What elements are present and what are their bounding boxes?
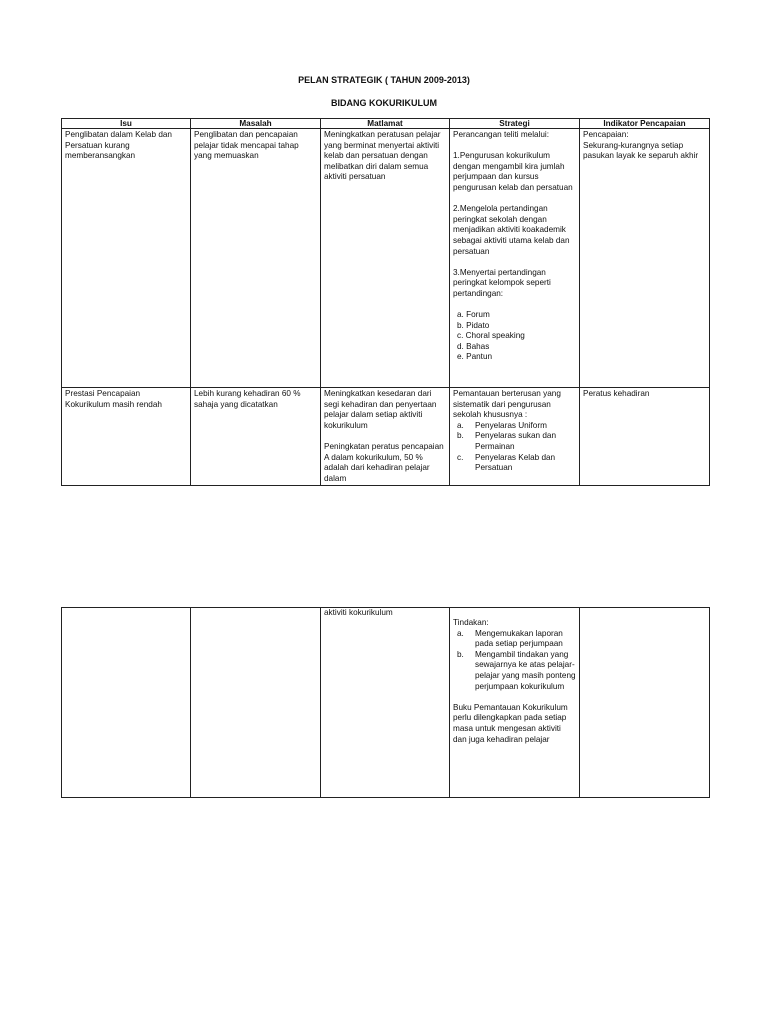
row1-matlamat: Meningkatkan peratusan pelajar yang berminat menyertai aktiviti kelab dan persatuan dengan melibatkan diri dalam semua aktiviti persatuan: [321, 129, 450, 388]
row2-matlamat-p2: Peningkatan peratus pencapaian A dalam kokurikulum, 50 % adalah dari kehadiran pelajar dalam: [324, 441, 444, 483]
list-item: b. Penyelaras sukan dan Permainan: [457, 431, 557, 451]
row1-isu: Penglibatan dalam Kelab dan Persatuan kurang memberansangkan: [62, 129, 191, 388]
table-row: [62, 608, 710, 798]
row2-isu: Prestasi Pencapaian Kokurikulum masih rendah: [62, 388, 191, 486]
row1-strategi: [450, 129, 580, 388]
list-item: d. Bahas: [457, 341, 490, 351]
table-header-row: [62, 119, 710, 129]
list-item: c. Choral speaking: [457, 331, 525, 341]
row1-masalah: Penglibatan dan pencapaian pelajar tidak mencapai tahap yang memuaskan: [191, 129, 321, 388]
row3-matlamat: aktiviti kokurikulum: [321, 608, 450, 798]
competition-list: [453, 310, 576, 363]
strategic-plan-table: [61, 118, 710, 486]
row1-indikator: Pencapaian: Sekurang-kurangnya setiap pasukan layak ke separuh akhir: [580, 129, 710, 388]
table-row: [62, 129, 710, 388]
row3-strategi: [450, 608, 580, 798]
list-item: a. Penyelaras Uniform: [457, 420, 547, 430]
row3-isu: [62, 608, 191, 798]
list-item: e. Pantun: [457, 352, 493, 362]
row2-matlamat: [321, 388, 450, 486]
header-strategi: Strategi: [450, 119, 580, 129]
row2-indikator: Peratus kehadiran: [580, 388, 710, 486]
row2-matlamat-p1: Meningkatkan kesedaran dari segi kehadiran dan penyertaan pelajar dalam setiap aktiviti kokurikulum: [324, 389, 437, 430]
row1-strategi-point2: 2.Mengelola pertandingan peringkat sekolah dengan menjadikan aktiviti koakademik sebagai aktiviti utama kelab dan persatuan: [453, 204, 570, 256]
table-row: [62, 388, 710, 486]
tindakan-label: Tindakan:: [453, 618, 489, 627]
row1-strategi-point1: 1.Pengurusan kokurikulum dengan mengambil kira jumlah perjumpaan dan kursus pengurusan kelab dan persatuan: [453, 151, 573, 192]
list-item: a. Forum: [457, 310, 490, 320]
list-item: a. Mengemukakan laporan pada setiap perjumpaan: [457, 628, 563, 649]
list-item: b. Mengambil tindakan yang sewajarnya ke atas pelajar-pelajar yang masih ponteng perjumpaan kokurikulum: [457, 649, 576, 691]
coordinator-list: [453, 421, 576, 474]
list-item: b. Pidato: [457, 320, 490, 330]
row3-indikator: [580, 608, 710, 798]
row2-masalah: Lebih kurang kehadiran 60 % sahaja yang dicatatkan: [191, 388, 321, 486]
row1-strategi-intro: Perancangan teliti melalui:: [453, 130, 550, 139]
row3-masalah: [191, 608, 321, 798]
header-indikator: Indikator Pencapaian: [580, 119, 710, 129]
header-isu: Isu: [62, 119, 191, 129]
strategic-plan-table-continued: [61, 607, 710, 798]
tindakan-list: [453, 629, 576, 693]
header-matlamat: Matlamat: [321, 119, 450, 129]
row2-strategi: [450, 388, 580, 486]
document-subtitle: BIDANG KOKURIKULUM: [331, 98, 437, 108]
header-masalah: Masalah: [191, 119, 321, 129]
list-item: c. Penyelaras Kelab dan Persatuan: [457, 452, 556, 473]
document-title: PELAN STRATEGIK ( TAHUN 2009-2013): [298, 75, 470, 85]
row2-strategi-intro: Pemantauan berterusan yang sistematik dari pengurusan sekolah khususnya :: [453, 389, 561, 420]
row1-strategi-point3: 3.Menyertai pertandingan peringkat kelompok seperti pertandingan:: [453, 267, 551, 298]
buku-pemantauan-note: Buku Pemantauan Kokurikulum perlu dilengkapkan pada setiap masa untuk mengesan aktiviti dan juga kehadiran pelajar: [453, 702, 568, 744]
